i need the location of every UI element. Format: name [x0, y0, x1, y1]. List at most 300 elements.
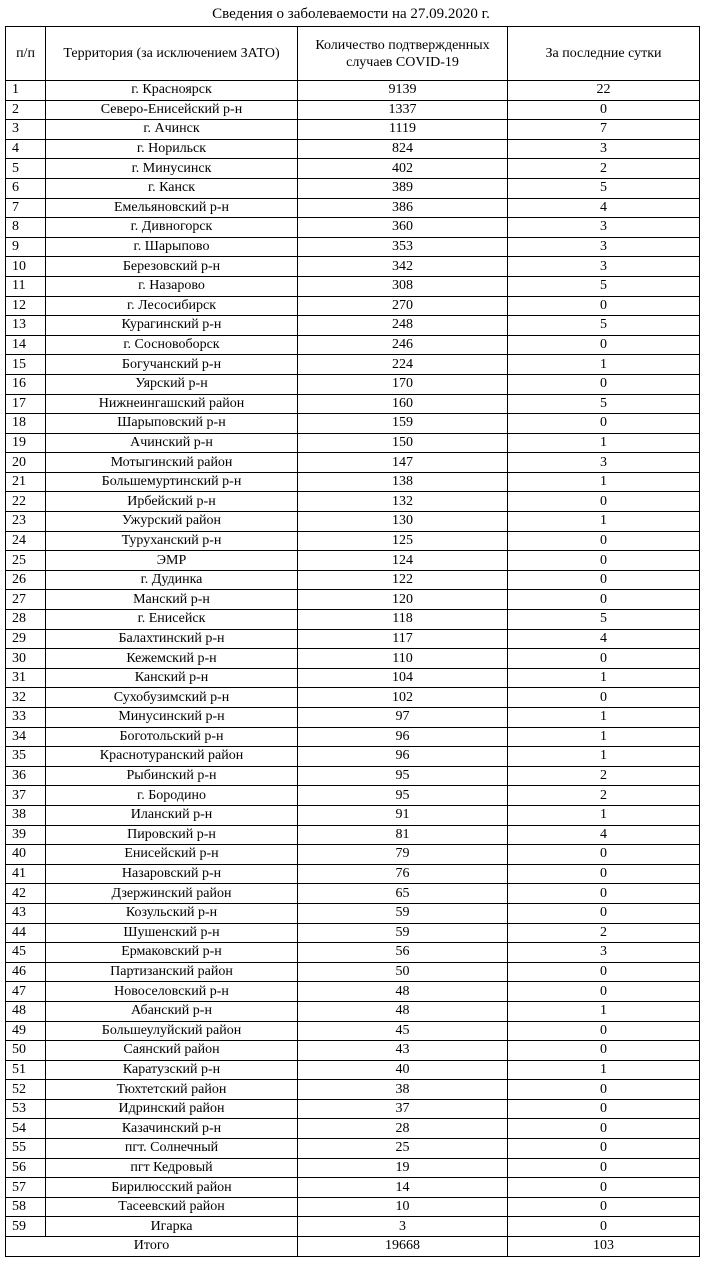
- row-territory: г. Назарово: [46, 276, 298, 296]
- table-row: [6, 962, 700, 982]
- row-number: 23: [6, 512, 46, 532]
- table-row: [6, 1158, 700, 1178]
- row-number: 22: [6, 492, 46, 512]
- row-territory: Курагинский р-н: [46, 316, 298, 336]
- row-number: 3: [6, 120, 46, 140]
- row-territory: Мотыгинский район: [46, 453, 298, 473]
- row-territory: Абанский р-н: [46, 1001, 298, 1021]
- table-row: [6, 708, 700, 728]
- row-last-day: 0: [508, 1080, 700, 1100]
- row-confirmed: 48: [298, 982, 508, 1002]
- row-confirmed: 138: [298, 472, 508, 492]
- row-territory: Назаровский р-н: [46, 864, 298, 884]
- row-number: 51: [6, 1060, 46, 1080]
- table-row: [6, 512, 700, 532]
- row-confirmed: 386: [298, 198, 508, 218]
- row-confirmed: 25: [298, 1139, 508, 1159]
- row-last-day: 0: [508, 1197, 700, 1217]
- row-confirmed: 48: [298, 1001, 508, 1021]
- row-last-day: 2: [508, 923, 700, 943]
- row-number: 56: [6, 1158, 46, 1178]
- table-row: [6, 100, 700, 120]
- row-territory: пгт. Солнечный: [46, 1139, 298, 1159]
- morbidity-table: [5, 26, 700, 1257]
- row-number: 52: [6, 1080, 46, 1100]
- row-territory: Козульский р-н: [46, 903, 298, 923]
- row-territory: г. Дудинка: [46, 570, 298, 590]
- table-row: [6, 629, 700, 649]
- row-number: 34: [6, 727, 46, 747]
- row-territory: Идринский район: [46, 1099, 298, 1119]
- row-number: 35: [6, 747, 46, 767]
- row-confirmed: 1337: [298, 100, 508, 120]
- row-number: 42: [6, 884, 46, 904]
- row-territory: Богучанский р-н: [46, 355, 298, 375]
- row-last-day: 4: [508, 825, 700, 845]
- row-confirmed: 38: [298, 1080, 508, 1100]
- row-last-day: 0: [508, 414, 700, 434]
- row-territory: г. Канск: [46, 178, 298, 198]
- row-last-day: 0: [508, 1217, 700, 1237]
- row-last-day: 0: [508, 1119, 700, 1139]
- row-number: 27: [6, 590, 46, 610]
- row-number: 30: [6, 649, 46, 669]
- table-row: [6, 727, 700, 747]
- document-title: Сведения о заболеваемости на 27.09.2020 г.: [212, 6, 490, 22]
- header-num: п/п: [6, 27, 46, 81]
- row-territory: Иланский р-н: [46, 805, 298, 825]
- row-confirmed: 248: [298, 316, 508, 336]
- row-last-day: 4: [508, 629, 700, 649]
- table-row: [6, 570, 700, 590]
- row-number: 25: [6, 551, 46, 571]
- table-row: [6, 531, 700, 551]
- table-row: [6, 394, 700, 414]
- row-last-day: 0: [508, 982, 700, 1002]
- table-row: [6, 1021, 700, 1041]
- row-last-day: 0: [508, 296, 700, 316]
- row-confirmed: 150: [298, 433, 508, 453]
- row-last-day: 0: [508, 551, 700, 571]
- row-number: 58: [6, 1197, 46, 1217]
- row-number: 20: [6, 453, 46, 473]
- row-number: 19: [6, 433, 46, 453]
- row-territory: Ермаковский р-н: [46, 943, 298, 963]
- row-confirmed: 65: [298, 884, 508, 904]
- row-number: 2: [6, 100, 46, 120]
- table-row: [6, 433, 700, 453]
- row-last-day: 2: [508, 159, 700, 179]
- row-last-day: 1: [508, 708, 700, 728]
- table-row: [6, 884, 700, 904]
- row-territory: Манский р-н: [46, 590, 298, 610]
- row-territory: г. Шарыпово: [46, 237, 298, 257]
- row-number: 7: [6, 198, 46, 218]
- row-last-day: 3: [508, 139, 700, 159]
- row-confirmed: 360: [298, 218, 508, 238]
- row-last-day: 0: [508, 962, 700, 982]
- row-last-day: 1: [508, 512, 700, 532]
- table-row: [6, 472, 700, 492]
- row-confirmed: 308: [298, 276, 508, 296]
- table-row: [6, 257, 700, 277]
- table-row: [6, 296, 700, 316]
- row-last-day: 1: [508, 727, 700, 747]
- row-number: 49: [6, 1021, 46, 1041]
- table-row: [6, 414, 700, 434]
- row-number: 33: [6, 708, 46, 728]
- row-number: 36: [6, 766, 46, 786]
- row-territory: ЭМР: [46, 551, 298, 571]
- row-territory: Рыбинский р-н: [46, 766, 298, 786]
- row-last-day: 0: [508, 1158, 700, 1178]
- row-confirmed: 3: [298, 1217, 508, 1237]
- row-confirmed: 43: [298, 1041, 508, 1061]
- table-row: [6, 923, 700, 943]
- table-row: [6, 1099, 700, 1119]
- row-confirmed: 95: [298, 786, 508, 806]
- table-row: [6, 355, 700, 375]
- table-row: [6, 1197, 700, 1217]
- table-row: [6, 1080, 700, 1100]
- row-last-day: 1: [508, 433, 700, 453]
- table-row: [6, 492, 700, 512]
- row-number: 11: [6, 276, 46, 296]
- table-row: [6, 1001, 700, 1021]
- row-last-day: 0: [508, 335, 700, 355]
- table-row: [6, 982, 700, 1002]
- row-territory: Бирилюсский район: [46, 1178, 298, 1198]
- totals-row: [6, 1237, 700, 1257]
- row-number: 57: [6, 1178, 46, 1198]
- row-territory: Шарыповский р-н: [46, 414, 298, 434]
- row-confirmed: 76: [298, 864, 508, 884]
- row-number: 50: [6, 1041, 46, 1061]
- row-territory: Березовский р-н: [46, 257, 298, 277]
- table-row: [6, 1119, 700, 1139]
- row-last-day: 5: [508, 610, 700, 630]
- row-confirmed: 10: [298, 1197, 508, 1217]
- row-last-day: 0: [508, 1021, 700, 1041]
- row-number: 18: [6, 414, 46, 434]
- row-number: 47: [6, 982, 46, 1002]
- row-last-day: 0: [508, 688, 700, 708]
- table-row: [6, 81, 700, 101]
- row-territory: Дзержинский район: [46, 884, 298, 904]
- header-row: [6, 27, 700, 81]
- row-territory: Ирбейский р-н: [46, 492, 298, 512]
- header-confirmed: Количество подтвержденных случаев COVID-19: [298, 27, 508, 81]
- row-last-day: 1: [508, 668, 700, 688]
- row-confirmed: 96: [298, 747, 508, 767]
- row-last-day: 0: [508, 570, 700, 590]
- table-row: [6, 178, 700, 198]
- row-last-day: 1: [508, 472, 700, 492]
- row-last-day: 3: [508, 218, 700, 238]
- row-confirmed: 159: [298, 414, 508, 434]
- row-territory: Каратузский р-н: [46, 1060, 298, 1080]
- row-confirmed: 270: [298, 296, 508, 316]
- row-last-day: 2: [508, 786, 700, 806]
- row-territory: Тасеевский район: [46, 1197, 298, 1217]
- row-number: 4: [6, 139, 46, 159]
- row-number: 1: [6, 81, 46, 101]
- table-row: [6, 218, 700, 238]
- row-territory: Саянский район: [46, 1041, 298, 1061]
- row-number: 55: [6, 1139, 46, 1159]
- row-confirmed: 59: [298, 903, 508, 923]
- row-last-day: 0: [508, 100, 700, 120]
- row-confirmed: 147: [298, 453, 508, 473]
- row-last-day: 0: [508, 374, 700, 394]
- row-confirmed: 342: [298, 257, 508, 277]
- row-number: 32: [6, 688, 46, 708]
- table-row: [6, 276, 700, 296]
- row-territory: Емельяновский р-н: [46, 198, 298, 218]
- row-confirmed: 45: [298, 1021, 508, 1041]
- row-territory: г. Норильск: [46, 139, 298, 159]
- row-territory: Северо-Енисейский р-н: [46, 100, 298, 120]
- row-confirmed: 56: [298, 943, 508, 963]
- row-number: 37: [6, 786, 46, 806]
- row-last-day: 1: [508, 1001, 700, 1021]
- row-last-day: 0: [508, 864, 700, 884]
- row-territory: Большемуртинский р-н: [46, 472, 298, 492]
- row-territory: Ачинский р-н: [46, 433, 298, 453]
- row-last-day: 0: [508, 649, 700, 669]
- row-last-day: 0: [508, 903, 700, 923]
- row-number: 16: [6, 374, 46, 394]
- row-last-day: 1: [508, 747, 700, 767]
- table-row: [6, 1139, 700, 1159]
- row-number: 5: [6, 159, 46, 179]
- row-confirmed: 96: [298, 727, 508, 747]
- header-territory: Территория (за исключением ЗАТО): [46, 27, 298, 81]
- row-number: 38: [6, 805, 46, 825]
- row-territory: Енисейский р-н: [46, 845, 298, 865]
- row-last-day: 0: [508, 590, 700, 610]
- row-number: 39: [6, 825, 46, 845]
- row-territory: Кежемский р-н: [46, 649, 298, 669]
- row-number: 12: [6, 296, 46, 316]
- row-territory: Ужурский район: [46, 512, 298, 532]
- row-last-day: 0: [508, 531, 700, 551]
- row-number: 24: [6, 531, 46, 551]
- row-confirmed: 91: [298, 805, 508, 825]
- row-confirmed: 102: [298, 688, 508, 708]
- row-territory: Сухобузимский р-н: [46, 688, 298, 708]
- row-last-day: 3: [508, 237, 700, 257]
- row-territory: Тюхтетский район: [46, 1080, 298, 1100]
- table-row: [6, 237, 700, 257]
- row-territory: Нижнеингашский район: [46, 394, 298, 414]
- totals-last-day: 103: [508, 1237, 700, 1257]
- row-territory: Балахтинский р-н: [46, 629, 298, 649]
- row-confirmed: 110: [298, 649, 508, 669]
- row-territory: г. Сосновоборск: [46, 335, 298, 355]
- row-number: 26: [6, 570, 46, 590]
- row-territory: г. Ачинск: [46, 120, 298, 140]
- table-row: [6, 610, 700, 630]
- row-confirmed: 59: [298, 923, 508, 943]
- table-row: [6, 198, 700, 218]
- row-last-day: 3: [508, 453, 700, 473]
- row-last-day: 0: [508, 884, 700, 904]
- row-territory: Шушенский р-н: [46, 923, 298, 943]
- row-last-day: 2: [508, 766, 700, 786]
- row-confirmed: 160: [298, 394, 508, 414]
- row-confirmed: 120: [298, 590, 508, 610]
- table-row: [6, 120, 700, 140]
- row-number: 48: [6, 1001, 46, 1021]
- row-confirmed: 95: [298, 766, 508, 786]
- row-number: 14: [6, 335, 46, 355]
- row-last-day: 4: [508, 198, 700, 218]
- row-territory: Большеулуйский район: [46, 1021, 298, 1041]
- table-row: [6, 825, 700, 845]
- table-row: [6, 335, 700, 355]
- table-row: [6, 453, 700, 473]
- row-confirmed: 79: [298, 845, 508, 865]
- table-row: [6, 139, 700, 159]
- row-number: 15: [6, 355, 46, 375]
- row-number: 44: [6, 923, 46, 943]
- row-number: 46: [6, 962, 46, 982]
- row-last-day: 5: [508, 316, 700, 336]
- row-confirmed: 389: [298, 178, 508, 198]
- row-last-day: 5: [508, 394, 700, 414]
- row-territory: Краснотуранский район: [46, 747, 298, 767]
- table-row: [6, 316, 700, 336]
- row-number: 59: [6, 1217, 46, 1237]
- row-territory: Игарка: [46, 1217, 298, 1237]
- row-confirmed: 97: [298, 708, 508, 728]
- row-number: 54: [6, 1119, 46, 1139]
- row-last-day: 3: [508, 257, 700, 277]
- row-number: 45: [6, 943, 46, 963]
- row-confirmed: 117: [298, 629, 508, 649]
- row-territory: пгт Кедровый: [46, 1158, 298, 1178]
- row-number: 6: [6, 178, 46, 198]
- row-territory: Партизанский район: [46, 962, 298, 982]
- row-territory: Канский р-н: [46, 668, 298, 688]
- table-row: [6, 668, 700, 688]
- row-last-day: 22: [508, 81, 700, 101]
- row-last-day: 1: [508, 1060, 700, 1080]
- row-territory: Боготольский р-н: [46, 727, 298, 747]
- row-number: 53: [6, 1099, 46, 1119]
- row-confirmed: 37: [298, 1099, 508, 1119]
- row-confirmed: 224: [298, 355, 508, 375]
- header-last-day: За последние сутки: [508, 27, 700, 81]
- table-row: [6, 845, 700, 865]
- row-territory: Пировский р-н: [46, 825, 298, 845]
- row-confirmed: 125: [298, 531, 508, 551]
- row-last-day: 0: [508, 1178, 700, 1198]
- row-confirmed: 19: [298, 1158, 508, 1178]
- table-row: [6, 688, 700, 708]
- row-confirmed: 130: [298, 512, 508, 532]
- row-territory: г. Красноярск: [46, 81, 298, 101]
- table-row: [6, 374, 700, 394]
- row-territory: Туруханский р-н: [46, 531, 298, 551]
- row-number: 41: [6, 864, 46, 884]
- row-number: 21: [6, 472, 46, 492]
- totals-confirmed: 19668: [298, 1237, 508, 1257]
- row-number: 29: [6, 629, 46, 649]
- row-number: 8: [6, 218, 46, 238]
- row-territory: Казачинский р-н: [46, 1119, 298, 1139]
- table-row: [6, 1041, 700, 1061]
- row-last-day: 0: [508, 1041, 700, 1061]
- row-last-day: 0: [508, 1099, 700, 1119]
- row-last-day: 7: [508, 120, 700, 140]
- table-row: [6, 864, 700, 884]
- row-number: 13: [6, 316, 46, 336]
- row-last-day: 0: [508, 845, 700, 865]
- table-row: [6, 1060, 700, 1080]
- row-confirmed: 104: [298, 668, 508, 688]
- row-confirmed: 14: [298, 1178, 508, 1198]
- row-number: 17: [6, 394, 46, 414]
- row-confirmed: 118: [298, 610, 508, 630]
- table-row: [6, 786, 700, 806]
- row-number: 40: [6, 845, 46, 865]
- table-row: [6, 551, 700, 571]
- table-row: [6, 903, 700, 923]
- row-last-day: 3: [508, 943, 700, 963]
- table-row: [6, 805, 700, 825]
- table-row: [6, 766, 700, 786]
- row-last-day: 5: [508, 276, 700, 296]
- table-row: [6, 649, 700, 669]
- row-territory: г. Лесосибирск: [46, 296, 298, 316]
- table-body: [6, 81, 700, 1237]
- row-territory: г. Енисейск: [46, 610, 298, 630]
- row-last-day: 0: [508, 1139, 700, 1159]
- row-last-day: 1: [508, 355, 700, 375]
- row-territory: Новоселовский р-н: [46, 982, 298, 1002]
- row-confirmed: 40: [298, 1060, 508, 1080]
- row-confirmed: 824: [298, 139, 508, 159]
- totals-label: Итого: [6, 1237, 298, 1257]
- row-confirmed: 81: [298, 825, 508, 845]
- row-confirmed: 246: [298, 335, 508, 355]
- table-row: [6, 1217, 700, 1237]
- row-confirmed: 50: [298, 962, 508, 982]
- row-last-day: 1: [508, 805, 700, 825]
- row-number: 31: [6, 668, 46, 688]
- row-confirmed: 124: [298, 551, 508, 571]
- row-territory: г. Дивногорск: [46, 218, 298, 238]
- table-row: [6, 159, 700, 179]
- row-last-day: 0: [508, 492, 700, 512]
- row-confirmed: 9139: [298, 81, 508, 101]
- row-number: 9: [6, 237, 46, 257]
- row-territory: г. Минусинск: [46, 159, 298, 179]
- row-number: 28: [6, 610, 46, 630]
- row-territory: г. Бородино: [46, 786, 298, 806]
- table-row: [6, 747, 700, 767]
- row-number: 10: [6, 257, 46, 277]
- row-confirmed: 122: [298, 570, 508, 590]
- row-territory: Минусинский р-н: [46, 708, 298, 728]
- row-confirmed: 1119: [298, 120, 508, 140]
- row-confirmed: 28: [298, 1119, 508, 1139]
- row-confirmed: 132: [298, 492, 508, 512]
- row-confirmed: 170: [298, 374, 508, 394]
- row-number: 43: [6, 903, 46, 923]
